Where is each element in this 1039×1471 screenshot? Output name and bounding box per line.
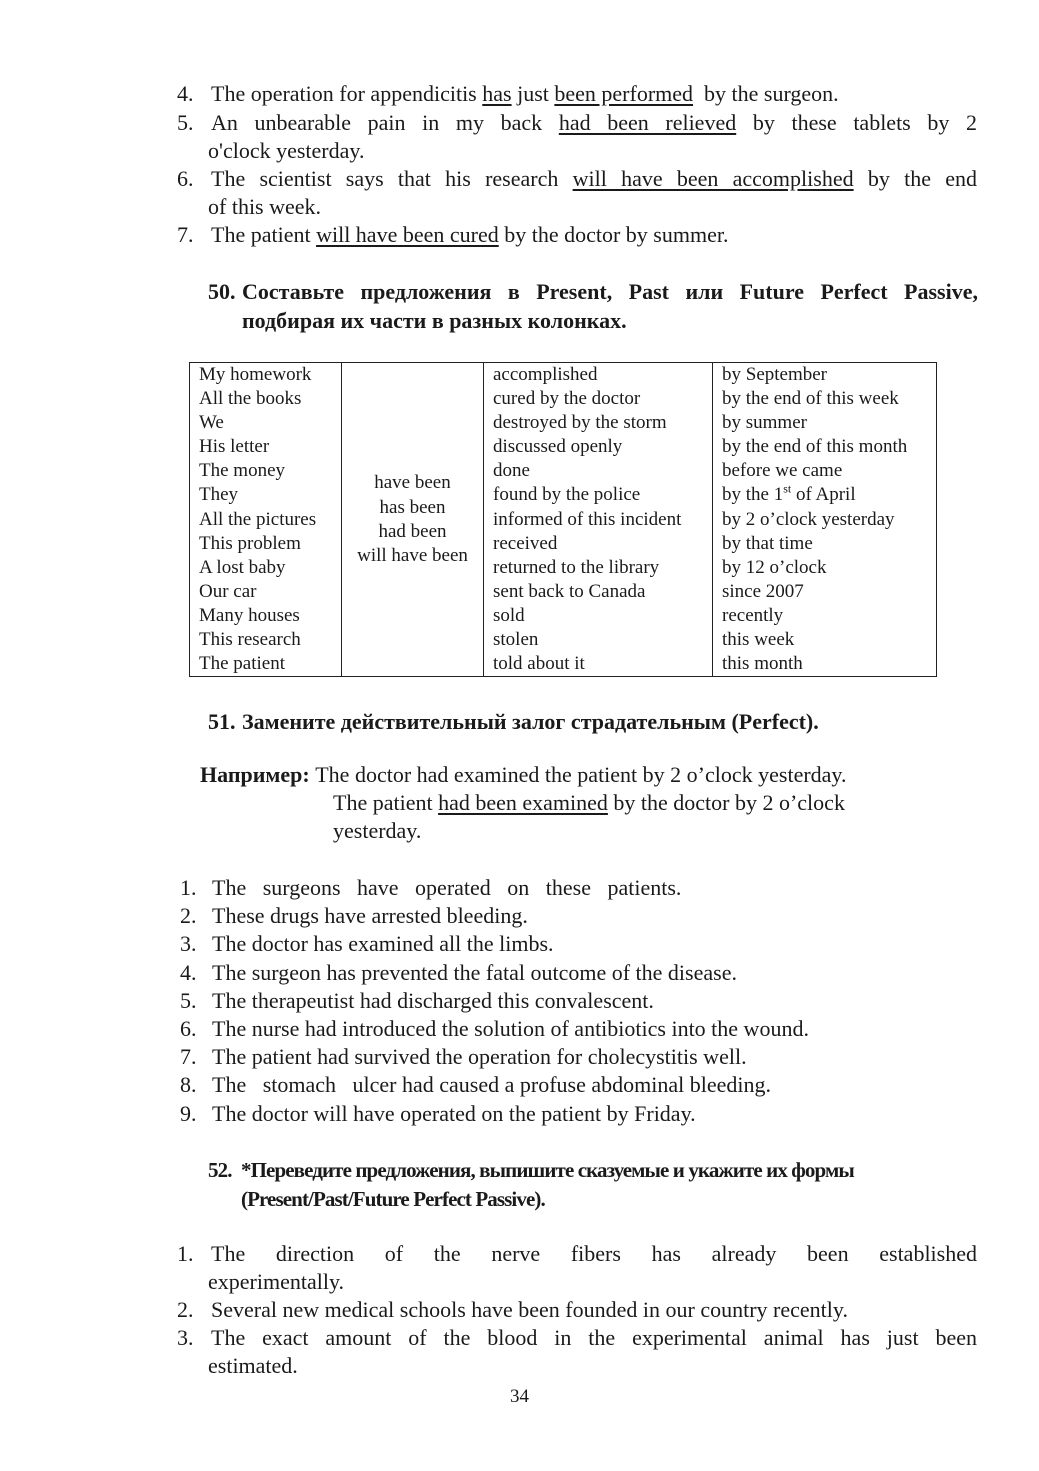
table-cell-line: by 2 o’clock yesterday [722,508,895,530]
item-text: The doctor will have operated on the patient by Friday. [212,1100,696,1126]
item-number: 2. [180,903,197,929]
item-text: The doctor has examined all the limbs. [212,931,554,957]
table-cell-line: by 12 o’clock [722,556,827,578]
table-column-subjects [190,363,342,677]
exercise-number: 52. [208,1158,232,1182]
table-cell-line: has been [379,496,446,518]
text-segment: The operation for appendicitis [211,81,483,106]
example-block [200,761,960,789]
table-cell-line: sold [493,604,525,626]
table-cell-line: discussed openly [493,436,623,458]
underlined-phrase: had been relieved [558,110,737,135]
exercise-title: Замените действительный залог страдательным (Perfect). [242,709,819,734]
item-text: The surgeon has prevented the fatal outcome of the disease. [212,959,737,985]
list-item-continuation [208,137,908,165]
text-segment: by these tablets by 2 [736,110,978,135]
item-text-line2: of this week. [208,194,322,219]
table-cell-line: informed of this incident [493,508,682,530]
table-cell-line: sent back to Canada [493,580,646,602]
exercise-50-heading-line2 [242,307,942,335]
item-text: The therapeutist had discharged this convalescent. [212,987,654,1013]
underlined-phrase: will have been accomplished [572,166,854,191]
text-segment: by the doctor by summer. [498,222,729,247]
item-number: 1. [180,875,197,900]
exercise-52-heading-line2 [241,1185,941,1213]
table-cell-line: All the books [199,388,302,410]
exercise-title-line2: (Present/Past/Future Perfect Passive). [241,1187,545,1211]
text-segment: An unbearable pain in my back [211,110,559,135]
table-cell-line: accomplished [493,364,598,385]
table-cell-line: returned to the library [493,556,660,578]
underlined-phrase: has [482,81,512,106]
example-sentence: The doctor had examined the patient by 2 o’clock yesterday. [315,762,847,787]
table-cell-line: by the end of this month [722,436,908,458]
text-segment: by the doctor by 2 o’clock [607,790,845,815]
text-segment: The patient [211,222,317,247]
item-text: The nurse had introduced the solution of antibiotics into the wound. [212,1016,809,1041]
underlined-phrase: had been examined [438,790,608,815]
table-cell-line: since 2007 [722,580,804,602]
text-segment: The scientist says that his research [211,166,573,191]
table-cell-line: before we came [722,460,843,482]
table-cell-line: All the pictures [199,508,317,530]
table-cell-line: cured by the doctor [493,388,641,410]
item-number: 5. [177,110,194,135]
list-item-continuation [208,193,908,221]
table-cell-line: recently [722,604,784,626]
item-text [211,109,977,137]
item-text [211,80,977,108]
table-cell-line: done [493,460,530,482]
item-text: Several new medical schools have been founded in our country recently. [211,1297,848,1322]
text-segment: The patient [333,790,439,815]
item-text-line2: estimated. [208,1353,298,1378]
table-cell-line: This problem [199,532,301,554]
table-cell-line: by that time [722,532,813,554]
exercise-title-line1: Составьте предложения в Present, Past или Future Perfect Passive, [242,279,978,304]
table-cell-line: had been [378,520,447,542]
item-number: 8. [180,1072,197,1098]
table-cell-line: will have been [357,544,468,566]
table-cell-line: They [199,484,239,506]
item-text: The patient had survived the operation for cholecystitis well. [212,1044,747,1070]
table-cell-line: destroyed by the storm [493,412,667,434]
underlined-phrase: been performed [554,81,694,106]
table-cell-line: The money [199,460,286,482]
exercise-number: 51. [208,709,236,734]
word-table [189,362,937,677]
table-cell-line: by the 1st of April [722,482,856,506]
item-number: 2. [177,1297,194,1322]
item-number: 9. [180,1100,197,1126]
item-text: These drugs have arrested bleeding. [212,903,528,929]
table-cell-line: Many houses [199,604,300,626]
item-text: The stomach ulcer had caused a profuse abdominal bleeding. [212,1072,771,1098]
table-cell-line: Our car [199,580,257,602]
exercise-title-line1: *Переведите предложения, выпишите сказуемые и укажите их формы [241,1158,854,1182]
table-cell-line: by summer [722,412,807,434]
table-cell-line: We [199,412,224,434]
table-cell-line: The patient [199,653,285,675]
table-cell-line: told about it [493,653,585,675]
example-answer [333,789,973,845]
table-cell-line: This research [199,629,301,651]
item-number: 5. [180,987,197,1013]
item-text: The surgeons have operated on these patients. [212,875,682,900]
example-answer-line1 [333,789,973,817]
page-number: 34 [510,1386,529,1407]
table-cell-line: by the end of this week [722,388,899,410]
underlined-phrase: will have been cured [316,222,499,247]
item-text [211,221,977,249]
item-text-line2: experimentally. [208,1269,345,1294]
text-segment: by the end [853,166,977,191]
exercise-title-line2: подбирая их части в разных колонках. [242,308,627,333]
table-cell-line: stolen [493,629,539,651]
table-cell-line: received [493,532,558,554]
table-cell-line: found by the police [493,484,641,506]
item-number: 3. [180,931,197,957]
table-cell-line: this week [722,629,795,651]
item-number: 6. [180,1016,197,1041]
list-item-continuation [208,1352,908,1380]
item-number: 1. [177,1241,194,1266]
item-text: The exact amount of the blood in the experimental animal has just been [211,1325,977,1350]
item-number: 4. [180,959,197,985]
exercise-number: 50. [208,279,236,304]
table-cell-line: have been [374,472,451,494]
item-text-line2: o'clock yesterday. [208,138,365,163]
table-column-auxiliaries [342,363,484,677]
example-answer-line2: yesterday. [333,818,422,843]
item-number: 3. [177,1325,194,1350]
example-label: Например: [200,762,310,787]
item-text [211,165,977,193]
text-segment: just [511,81,555,106]
item-number: 6. [177,166,194,191]
table-cell-line: A lost baby [199,556,286,578]
table-cell-line: by September [722,364,828,385]
list-item-continuation [208,1268,908,1296]
text-segment: by the surgeon. [693,81,839,106]
table-cell-line: His letter [199,436,270,458]
table-cell-line: this month [722,653,803,675]
item-number: 7. [177,222,194,247]
item-text: The direction of the nerve fibers has already been established [211,1241,977,1266]
table-column-participles [484,363,713,677]
table-cell-line: My homework [199,364,312,385]
item-number: 7. [180,1044,197,1070]
item-number: 4. [177,81,194,106]
table-column-time-expressions [713,363,937,677]
